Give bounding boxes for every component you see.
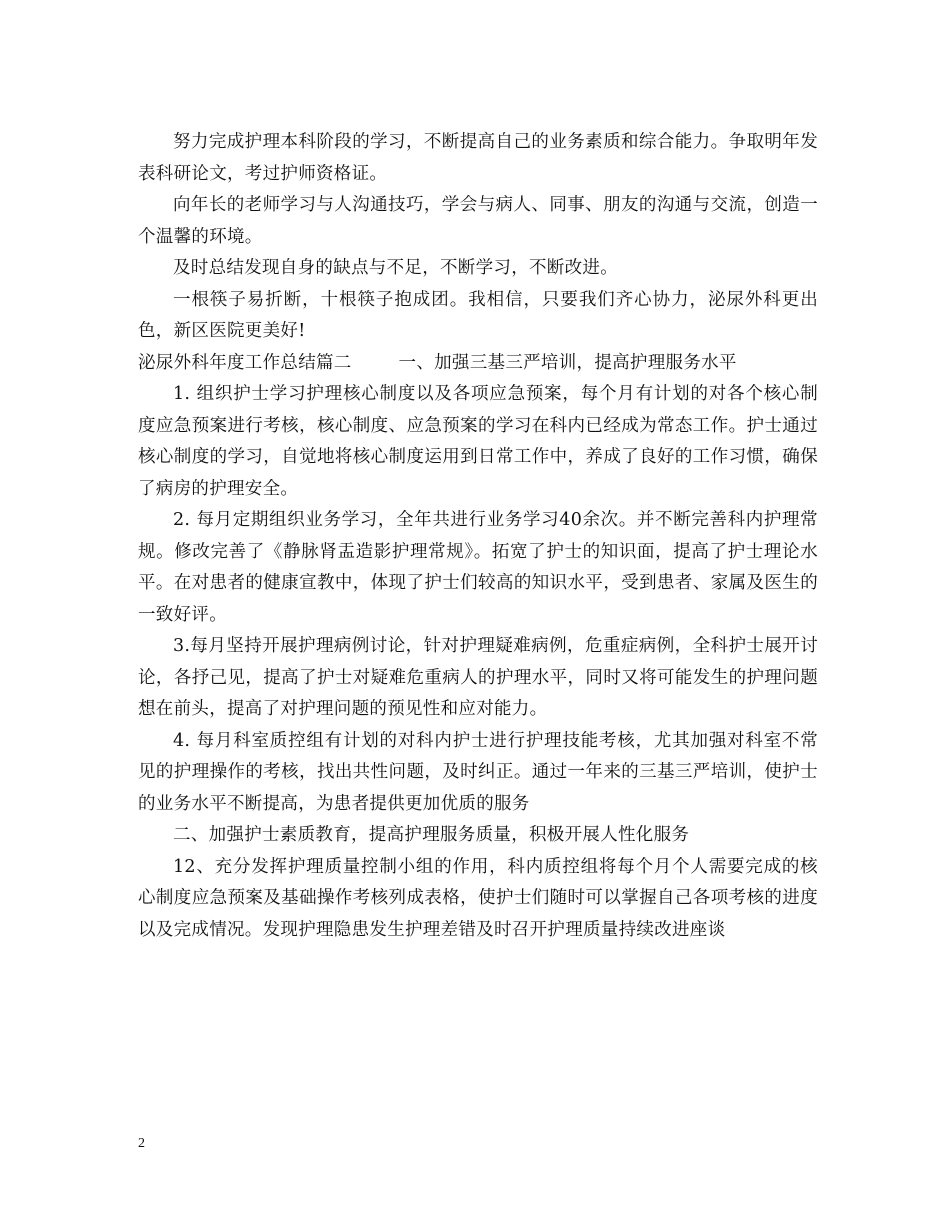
paragraph-item-4: 4. 每月科室质控组有计划的对科内护士进行护理技能考核，尤其加强对科室不常见的护理操作的考核，找出共性问题，及时纠正。通过一年来的三基三严培训，使护士的业务水平不断提高，为患者提供更加优质的服务 [138,730,818,814]
section-heading-line [138,348,818,380]
paragraph-item-2: 2. 每月定期组织业务学习，全年共进行业务学习40余次。并不断完善科内护理常规。修改完善了《静脉肾盂造影护理常规》。拓宽了护士的知识面，提高了护士理论水平。在对患者的健康宣教中，体现了护士们较高的知识水平，受到患者、家属及医生的一致好评。 [138,510,818,625]
paragraph-self-improvement: 及时总结发现自身的缺点与不足，不断学习，不断改进。 [173,258,618,278]
paragraph-item-1: 1. 组织护士学习护理核心制度以及各项应急预案，每个月有计划的对各个核心制度应急预案进行考核，核心制度、应急预案的学习在科内已经成为常态工作。护士通过核心制度的学习，自觉地将核心制度运用到日常工作中，养成了良好的工作习惯，确保了病房的护理安全。 [138,384,818,499]
document-title: 泌尿外科年度工作总结篇二 [138,352,352,373]
paragraph-item-12: 12、充分发挥护理质量控制小组的作用，科内质控组将每个月个人需要完成的核心制度应急预案及基础操作考核列成表格，使护士们随时可以掌握自己各项考核的进度以及完成情况。发现护理隐患发生护理差错及时召开护理质量持续改进座谈 [138,856,818,940]
paragraph-study-goals: 努力完成护理本科阶段的学习，不断提高自己的业务素质和综合能力。争取明年发表科研论文，考过护师资格证。 [138,132,818,184]
section-heading: 一、加强三基三严培训，提高护理服务水平 [398,352,737,373]
document-body [138,127,818,946]
paragraph-teamwork: 一根筷子易折断，十根筷子抱成团。我相信，只要我们齐心协力，泌尿外科更出色，新区医院更美好! [138,289,818,341]
paragraph-item-3: 3.每月坚持开展护理病例讨论，针对护理疑难病例，危重症病例，全科护士展开讨论，各抒己见，提高了护士对疑难危重病人的护理水平，同时又将可能发生的护理问题想在前头，提高了对护理问题的预见性和应对能力。 [138,636,818,719]
section-heading-2: 二、加强护士素质教育，提高护理服务质量，积极开展人性化服务 [173,825,690,845]
paragraph-communication: 向年长的老师学习与人沟通技巧，学会与病人、同事、朋友的沟通与交流，创造一个温馨的环境。 [138,195,818,247]
page-number: 2 [138,1136,145,1151]
